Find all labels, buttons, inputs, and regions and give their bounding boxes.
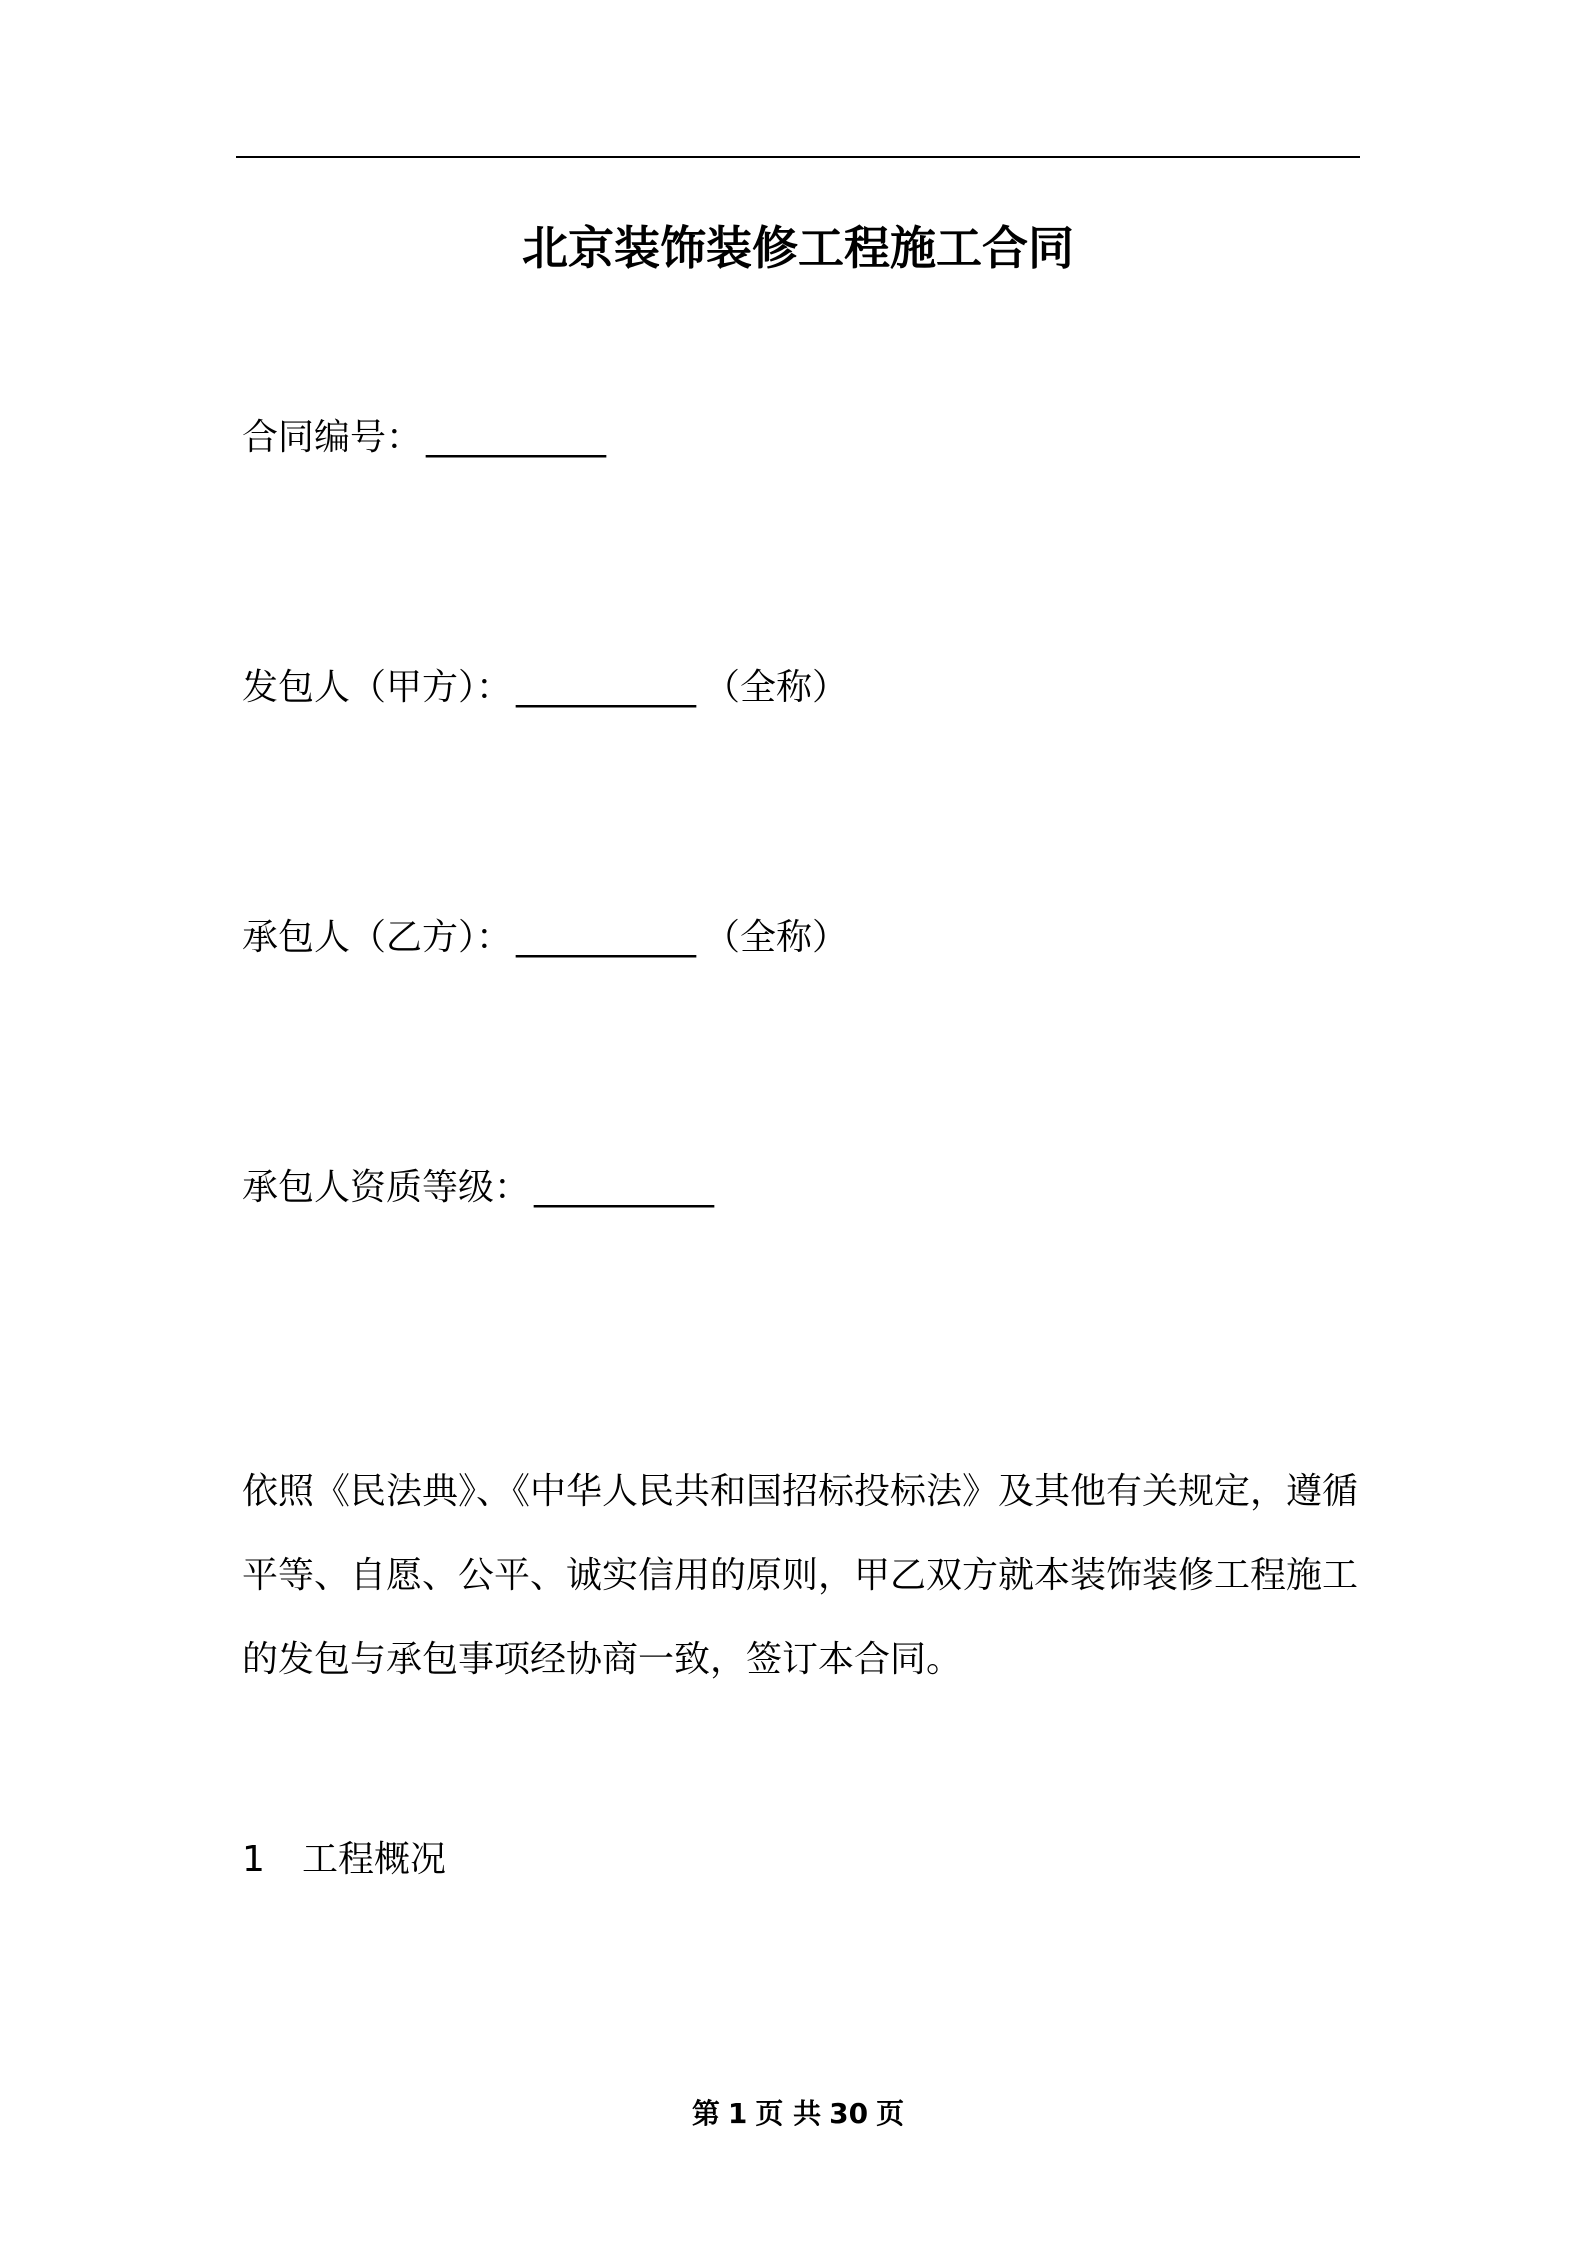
header-rule <box>236 156 1360 158</box>
field-blank: __________ <box>426 417 607 458</box>
section-heading <box>242 1836 446 1884</box>
party-b-field <box>242 914 848 962</box>
footer-page-number: 1 <box>727 2097 748 2130</box>
party-a-field <box>242 664 848 712</box>
footer-total-pages: 30 <box>829 2097 869 2130</box>
field-blank: __________ <box>516 917 697 958</box>
field-blank: __________ <box>516 667 697 708</box>
field-label: 发包人（甲方）： <box>242 667 513 708</box>
page-footer <box>236 2096 1360 2132</box>
field-suffix: （全称） <box>704 917 849 958</box>
field-label: 承包人资质等级： <box>242 1167 531 1208</box>
section-title: 工程概况 <box>302 1839 447 1880</box>
contract-number-field <box>242 414 606 462</box>
document-title: 北京装饰装修工程施工合同 <box>522 221 1074 275</box>
field-label: 承包人（乙方）： <box>242 917 513 958</box>
footer-middle: 页 共 <box>755 2097 822 2130</box>
preamble-paragraph: 依照《民法典》、《中华人民共和国招标投标法》及其他有关规定，遵循平等、自愿、公平、诚实信用的原则，甲乙双方就本装饰装修工程施工的发包与承包事项经协商一致，签订本合同。 <box>242 1471 1359 1680</box>
field-label: 合同编号： <box>242 417 423 458</box>
field-suffix: （全称） <box>704 667 849 708</box>
footer-prefix: 第 <box>691 2097 720 2130</box>
qualification-level-field <box>242 1164 714 1212</box>
footer-suffix: 页 <box>876 2097 905 2130</box>
field-blank: __________ <box>534 1167 715 1208</box>
section-number: 1 <box>242 1839 265 1880</box>
